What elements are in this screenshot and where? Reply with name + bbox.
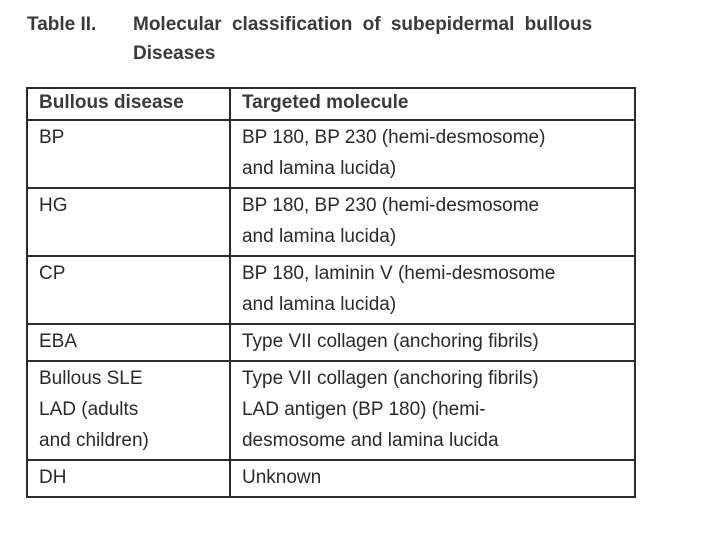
disease-text: CP [39,263,66,284]
table-row [27,324,635,361]
disease-text: and children) [39,430,149,451]
molecule-text: Type VII collagen (anchoring fibrils) [241,331,539,352]
molecule-text: BP 180, laminin V (hemi-desmosome [241,263,556,284]
table-row [27,256,635,324]
disease-text: Bullous SLE [39,368,143,389]
molecule-text: Type VII collagen (anchoring fibrils) [241,368,539,389]
disease-cell [27,120,230,188]
disease-text: LAD (adults [39,399,139,420]
molecule-text: BP 180, BP 230 (hemi-desmosome) [241,127,546,148]
table-row [27,120,635,188]
molecule-text: LAD antigen (BP 180) (hemi- [241,399,486,420]
table-caption-label: Table II. [27,14,97,35]
table-row [27,361,635,460]
column-header-bullous-disease: Bullous disease [27,88,230,120]
molecule-text: BP 180, BP 230 (hemi-desmosome [241,195,540,216]
disease-cell [27,460,230,497]
molecule-cell [230,256,635,324]
classification-table [26,87,636,498]
table-header-row [27,88,635,120]
molecule-cell [230,324,635,361]
disease-cell [27,324,230,361]
table-row [27,188,635,256]
molecule-text: and lamina lucida) [241,226,397,247]
molecule-text: and lamina lucida) [241,158,397,179]
molecule-text: desmosome and lamina lucida [241,430,499,451]
table-caption-title: Molecular classification of subepidermal bullous Diseases [133,14,593,64]
molecule-cell [230,188,635,256]
molecule-cell [230,361,635,460]
molecule-cell [230,120,635,188]
table-row [27,460,635,497]
molecule-text: Unknown [241,467,322,488]
molecule-text: and lamina lucida) [241,294,397,315]
disease-text: EBA [39,331,78,352]
molecule-cell [230,460,635,497]
column-header-targeted-molecule: Targeted molecule [230,88,635,120]
disease-text: BP [39,127,65,148]
disease-cell [27,256,230,324]
disease-text: HG [39,195,68,216]
disease-text: DH [39,467,67,488]
disease-cell [27,361,230,460]
disease-cell [27,188,230,256]
